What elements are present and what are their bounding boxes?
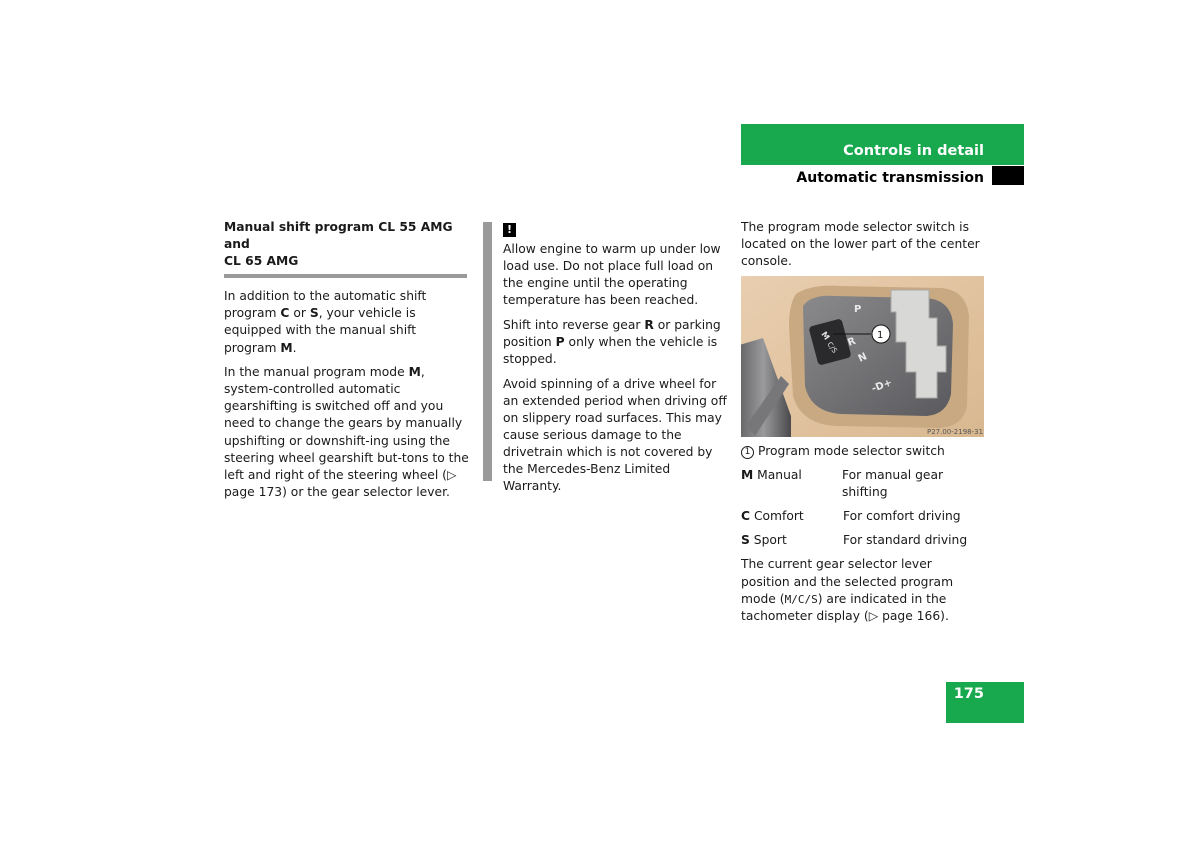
paragraph: Avoid spinning of a drive wheel for an extended period when driving off on slippery road surfaces. This may cause serious damage to the drivetrain which is not covered by the Mercedes-Benz Limited Warranty. [503, 376, 727, 494]
selector-intro: The program mode selector switch is located on the lower part of the center console. [741, 220, 980, 269]
column-manual-shift [224, 219, 470, 508]
mode-row-comfort: C Comfort For comfort driving [741, 509, 961, 524]
manual-shift-heading: Manual shift program CL 55 AMG and CL 65 AMG [224, 220, 453, 269]
svg-text:N: N [856, 351, 869, 365]
paragraph: The current gear selector lever position and the selected program mode (M/C/S) are indicated in the tachometer display (▷ page 166). [741, 557, 954, 623]
selector-legend [741, 443, 991, 625]
page-number: 175 [953, 686, 984, 702]
mode-row-sport: S Sport For standard driving [741, 533, 968, 548]
svg-text:1: 1 [877, 330, 884, 341]
svg-text:P27.00-2198-31: P27.00-2198-31 [927, 428, 984, 436]
warning-box [503, 221, 729, 503]
section-title: Controls in detail [843, 143, 984, 159]
subsection-title: Automatic transmission [796, 170, 984, 186]
header-marker [992, 166, 1024, 185]
svg-text:C/S: C/S [825, 340, 839, 355]
svg-text:M: M [819, 329, 832, 342]
paragraph: In the manual program mode M, system-controlled automatic gearshifting is switched off and you need to change the gears by manually upshifting or downshift-ing using the steering wheel gearshift but-tons to the left and right of the steering wheel (▷ page 173) or the gear selector lever. [224, 365, 469, 499]
paragraph: In addition to the automatic shift program C or S, your vehicle is equipped with the manual shift program M. [224, 289, 427, 355]
paragraph: Allow engine to warm up under low load use. Do not place full load on the engine until the operating temperature has been reached. [503, 242, 721, 308]
warning-icon: ! [503, 223, 516, 237]
svg-text:-D+: -D+ [870, 377, 894, 395]
svg-text:P: P [854, 304, 862, 315]
warning-bar [483, 222, 492, 481]
svg-text:R: R [846, 335, 858, 349]
gear-selector-photo [741, 276, 984, 437]
callout-number: 1 [741, 446, 754, 459]
caption: 1 Program mode selector switch [741, 443, 991, 460]
paragraph: Shift into reverse gear R or parking position P only when the vehicle is stopped. [503, 317, 721, 367]
mode-row-manual: M Manual For manual gear shifting [741, 468, 944, 500]
heading-rule [224, 274, 467, 278]
